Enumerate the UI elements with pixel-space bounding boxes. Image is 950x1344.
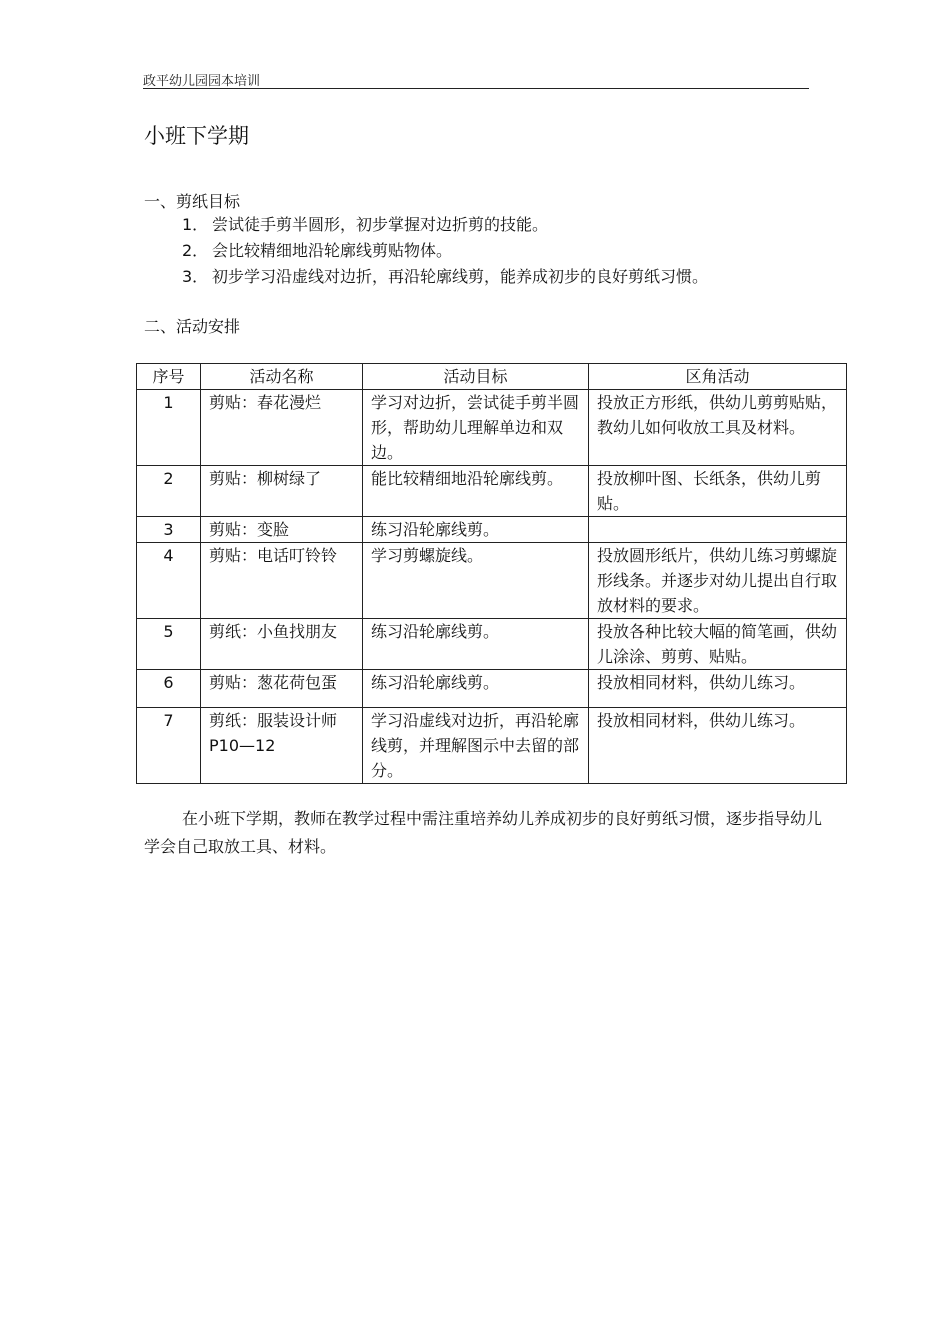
cell-corner: 投放相同材料，供幼儿练习。 [589,708,847,784]
cell-corner: 投放各种比较大幅的简笔画，供幼儿涂涂、剪剪、贴贴。 [589,619,847,670]
goal-item [182,238,708,264]
table-row [137,543,847,619]
table-row [137,708,847,784]
cell-no: 5 [137,619,201,670]
cell-name: 剪贴：变脸 [201,517,363,543]
cell-name: 剪纸：服装设计师P10—12 [201,708,363,784]
cell-no: 1 [137,390,201,466]
header-corner: 区角活动 [589,364,847,390]
table-row [137,390,847,466]
cell-name: 剪贴：电话叮铃铃 [201,543,363,619]
cell-no: 6 [137,670,201,708]
cell-no: 2 [137,466,201,517]
cell-name: 剪贴：葱花荷包蛋 [201,670,363,708]
header-rule [143,88,809,89]
cell-goal: 学习沿虚线对边折，再沿轮廓线剪，并理解图示中去留的部分。 [363,708,589,784]
table-header-row [137,364,847,390]
cell-name: 剪纸：小鱼找朋友 [201,619,363,670]
cell-goal: 练习沿轮廓线剪。 [363,619,589,670]
table-row [137,670,847,708]
cell-corner: 投放正方形纸，供幼儿剪剪贴贴，教幼儿如何收放工具及材料。 [589,390,847,466]
cell-corner: 投放相同材料，供幼儿练习。 [589,670,847,708]
cell-no: 4 [137,543,201,619]
cell-name: 剪贴：柳树绿了 [201,466,363,517]
cell-goal: 学习对边折，尝试徒手剪半圆形，帮助幼儿理解单边和双边。 [363,390,589,466]
goals-list [182,212,708,290]
goal-item [182,212,708,238]
cell-corner: 投放圆形纸片，供幼儿练习剪螺旋形线条。并逐步对幼儿提出自行取放材料的要求。 [589,543,847,619]
closing-paragraph: 在小班下学期，教师在教学过程中需注重培养幼儿养成初步的良好剪纸习惯，逐步指导幼儿学会自己取放工具、材料。 [144,809,823,856]
goal-number: 2． [182,241,209,260]
section-heading-goals: 一、剪纸目标 [144,192,241,211]
document-title: 小班下学期 [144,124,249,148]
goal-number: 1． [182,215,209,234]
goal-text: 初步学习沿虚线对边折，再沿轮廓线剪，能养成初步的良好剪纸习惯。 [212,267,709,286]
goal-item [182,264,708,290]
header-goal: 活动目标 [363,364,589,390]
goal-text: 尝试徒手剪半圆形，初步掌握对边折剪的技能。 [212,215,549,234]
section-heading-activities: 二、活动安排 [144,317,241,336]
cell-goal: 练习沿轮廓线剪。 [363,517,589,543]
cell-corner: 投放柳叶图、长纸条，供幼儿剪贴。 [589,466,847,517]
cell-goal: 学习剪螺旋线。 [363,543,589,619]
cell-goal: 能比较精细地沿轮廓线剪。 [363,466,589,517]
cell-corner [589,517,847,543]
cell-no: 7 [137,708,201,784]
goal-text: 会比较精细地沿轮廓线剪贴物体。 [212,241,453,260]
table-row [137,517,847,543]
cell-goal: 练习沿轮廓线剪。 [363,670,589,708]
activities-table [136,363,847,784]
header-no: 序号 [137,364,201,390]
header-name: 活动名称 [201,364,363,390]
cell-name: 剪贴：春花漫烂 [201,390,363,466]
table-row [137,466,847,517]
page-header: 政平幼儿园园本培训 [143,74,261,89]
goal-number: 3． [182,267,209,286]
table-row [137,619,847,670]
cell-no: 3 [137,517,201,543]
